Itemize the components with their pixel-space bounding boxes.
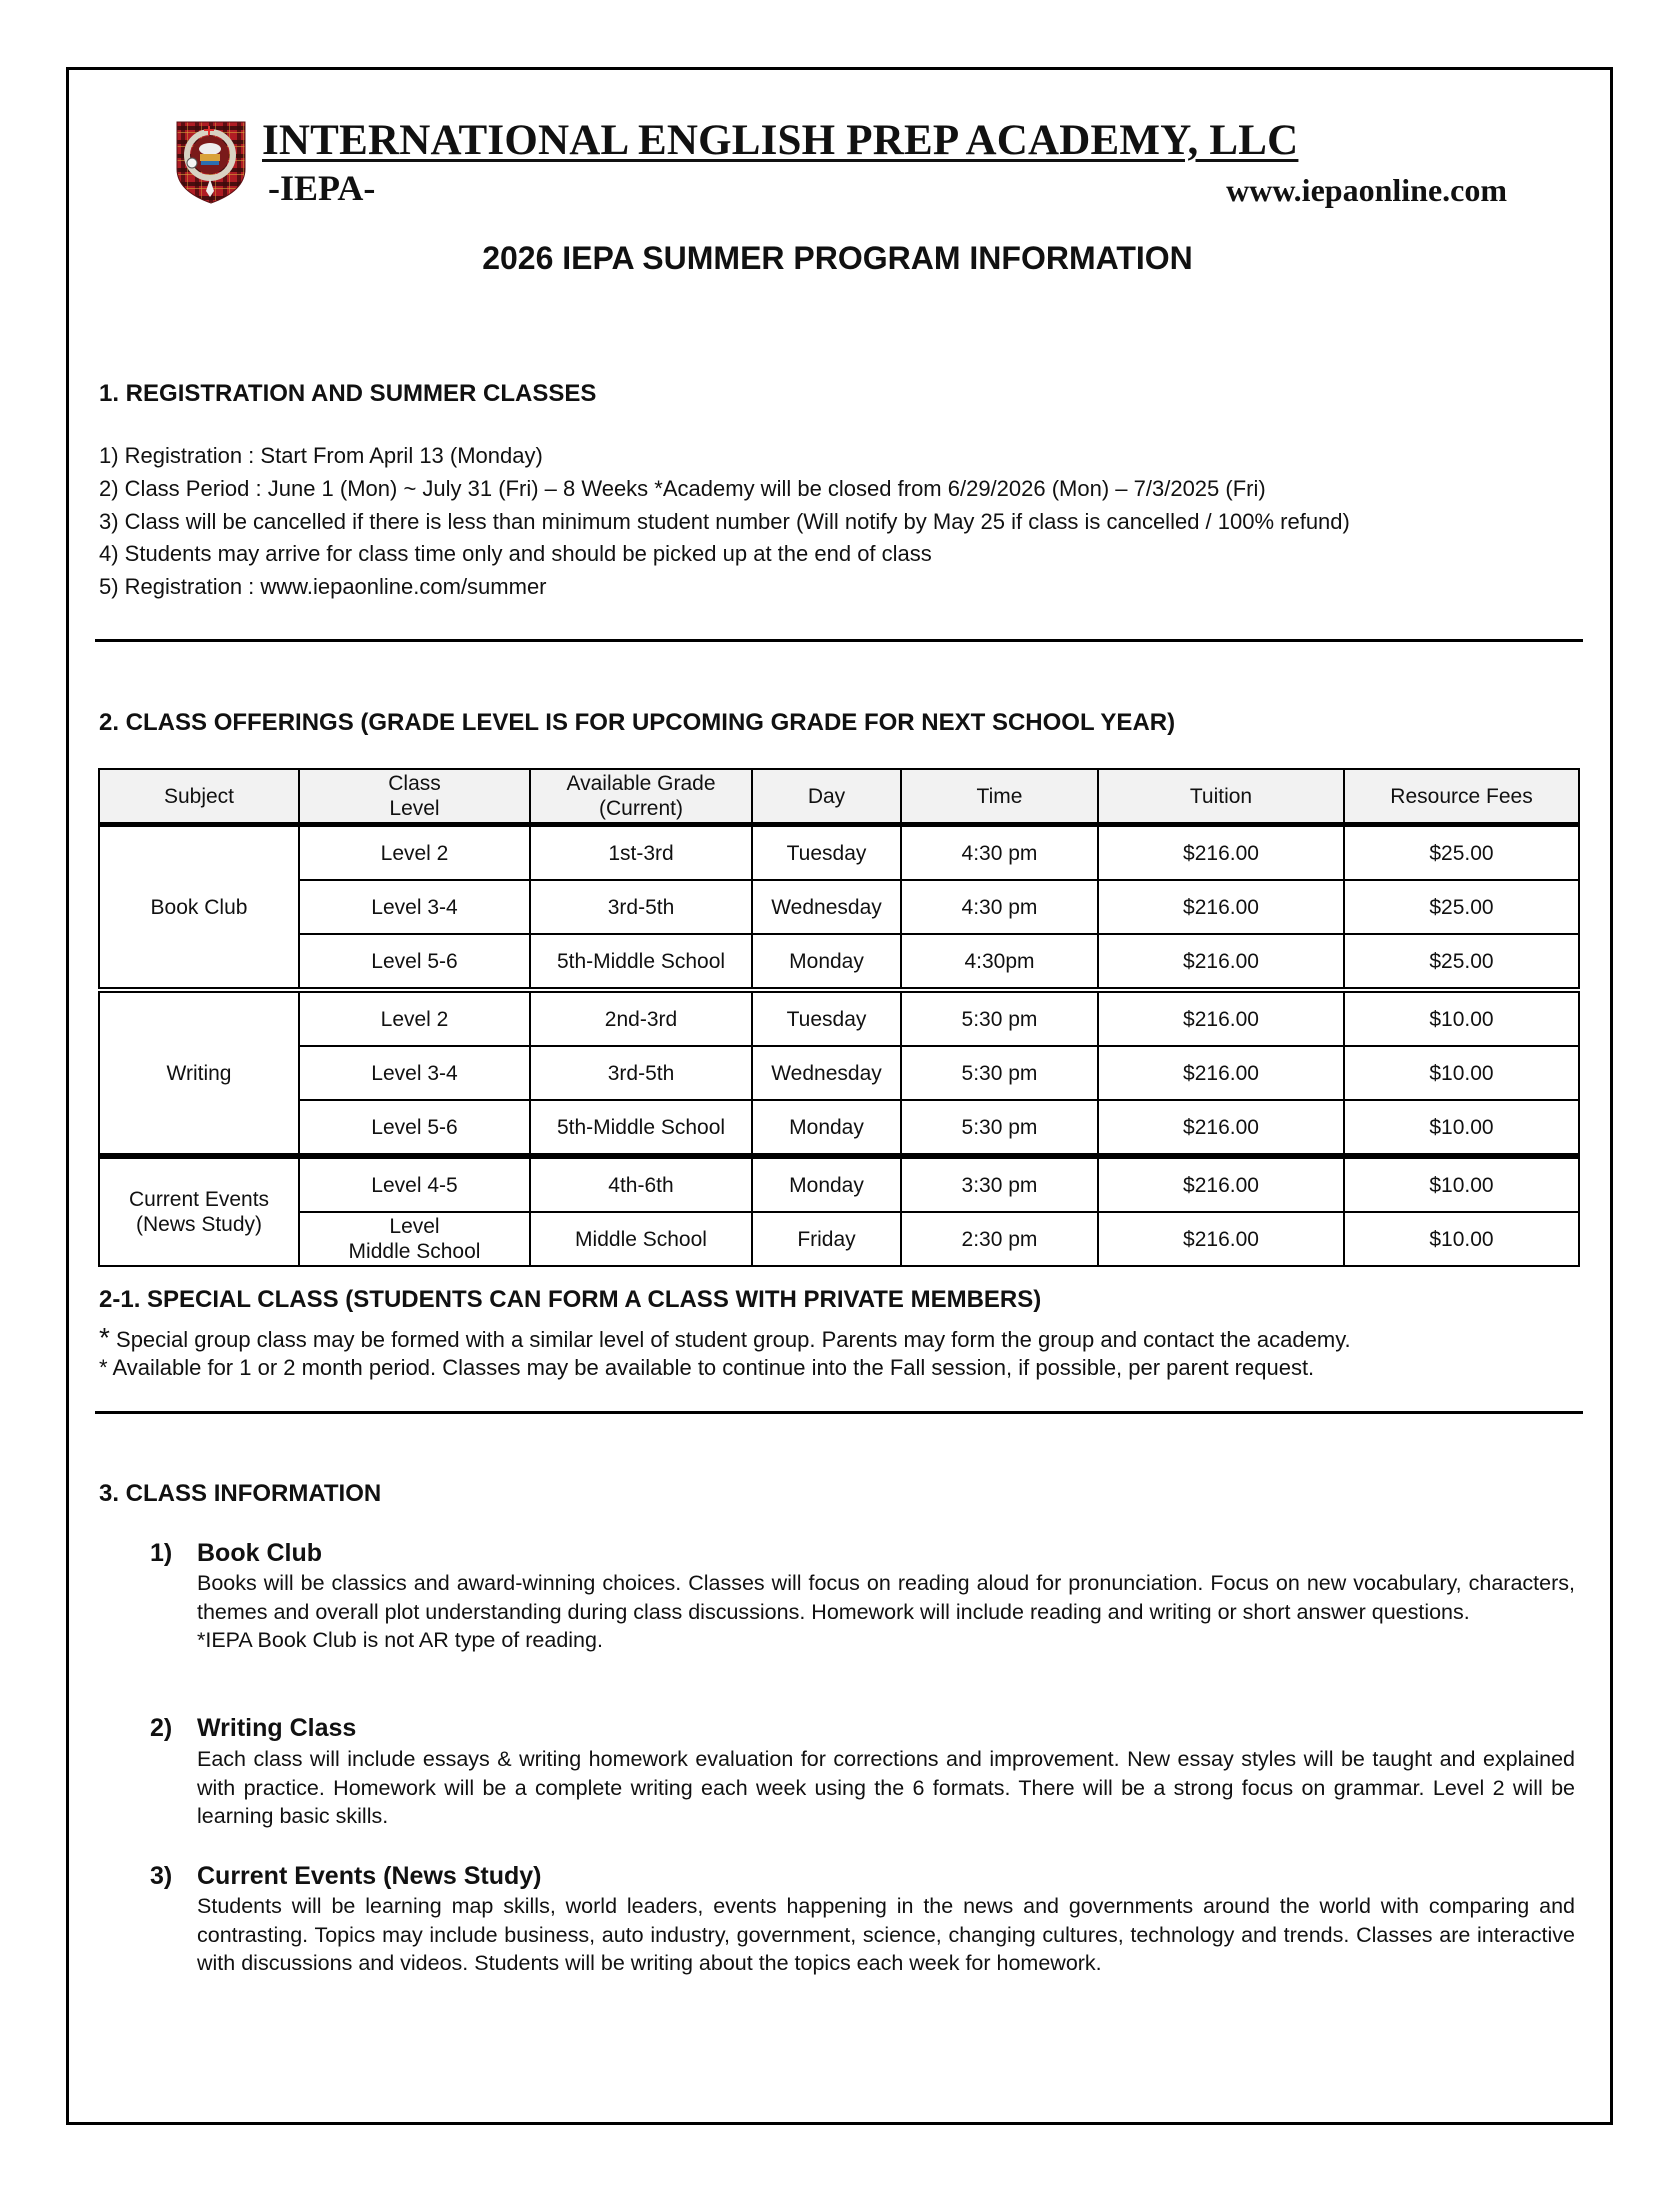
fees-cell: $25.00 [1344,825,1579,881]
time-cell: 5:30 pm [901,1046,1098,1100]
tuition-cell: $216.00 [1098,880,1344,934]
asterisk: * [99,1355,108,1380]
day-cell: Monday [752,1100,901,1156]
col-header-class-level-line1: Class [388,772,441,795]
level-cell [299,1212,530,1266]
level-cell: Level 3-4 [299,880,530,934]
item-description [197,1745,1575,1831]
col-header-grade [530,769,752,825]
tuition-cell: $216.00 [1098,1156,1344,1212]
day-cell: Monday [752,934,901,990]
col-header-day: Day [752,769,901,825]
level-line1: Level [389,1215,440,1238]
table-row [99,1212,1579,1266]
item-title-writing-class: Writing Class [197,1714,357,1742]
level-cell: Level 2 [299,990,530,1046]
fees-cell: $25.00 [1344,880,1579,934]
item-paragraph: Each class will include essays & writing homework evaluation for corrections and improvement. New essay styles will be taught and explained with practice. Homework will be a complete writing each week using the 6 formats. There will be a strong focus on grammar. Level 2 will be learning basic skills. [197,1747,1575,1829]
document-title: 2026 IEPA SUMMER PROGRAM INFORMATION [482,240,1193,276]
grade-cell: 2nd-3rd [530,990,752,1046]
fees-cell: $10.00 [1344,1156,1579,1212]
level-cell: Level 2 [299,825,530,881]
registration-item: 2) Class Period : June 1 (Mon) ~ July 31 (Fri) – 8 Weeks *Academy will be closed from 6/29/2026 (Mon) – 7/3/2025 (Fri) [99,476,1266,501]
col-header-tuition: Tuition [1098,769,1344,825]
time-cell: 4:30 pm [901,880,1098,934]
level-line2: Middle School [348,1240,481,1263]
registration-item: 1) Registration : Start From April 13 (Monday) [99,443,543,468]
day-cell: Tuesday [752,825,901,881]
divider [95,639,1583,642]
item-description [197,1569,1575,1655]
registration-item: 5) Registration : www.iepaonline.com/summer [99,574,547,599]
table-row [99,1046,1579,1100]
col-header-resource-fees: Resource Fees [1344,769,1579,825]
table-row [99,990,1579,1046]
item-title-book-club: Book Club [197,1539,322,1567]
subject-line2: (News Study) [135,1213,263,1236]
grade-cell: 5th-Middle School [530,934,752,990]
note-text: Special group class may be formed with a similar level of student group. Parents may form the group and contact the academy. [109,1327,1351,1352]
table-row [99,880,1579,934]
grade-cell: Middle School [530,1212,752,1266]
item-paragraph: Books will be classics and award-winning choices. Classes will focus on reading aloud for pronunciation. Focus on new vocabulary, characters, themes and overall plot understanding during class discussions. Homework will include reading and writing or short answer questions. [197,1571,1575,1624]
grade-cell: 5th-Middle School [530,1100,752,1156]
section-2-heading: 2. CLASS OFFERINGS (GRADE LEVEL IS FOR UPCOMING GRADE FOR NEXT SCHOOL YEAR) [99,709,1176,736]
grade-cell: 4th-6th [530,1156,752,1212]
subject-line1: Current Events [128,1188,270,1211]
time-cell: 4:30 pm [901,825,1098,881]
day-cell: Tuesday [752,990,901,1046]
tartan-crest-shield-icon [176,121,246,204]
item-description [197,1892,1575,1978]
company-name: INTERNATIONAL ENGLISH PREP ACADEMY, LLC [262,117,1299,164]
tuition-cell: $216.00 [1098,1100,1344,1156]
asterisk: * [99,1322,110,1353]
divider [95,1411,1583,1414]
subject-cell [99,1156,299,1266]
tuition-cell: $216.00 [1098,1046,1344,1100]
fees-cell: $10.00 [1344,1100,1579,1156]
day-cell: Friday [752,1212,901,1266]
fees-cell: $10.00 [1344,990,1579,1046]
registration-item: 3) Class will be cancelled if there is less than minimum student number (Will notify by May 25 if class is cancelled / 100% refund) [99,509,1350,534]
table-row [99,825,1579,881]
level-cell: Level 4-5 [299,1156,530,1212]
item-note: *IEPA Book Club is not AR type of reading. [197,1628,603,1653]
col-header-grade-line1: Available Grade [566,772,716,795]
col-header-time: Time [901,769,1098,825]
section-1-heading: 1. REGISTRATION AND SUMMER CLASSES [99,380,597,407]
time-cell: 2:30 pm [901,1212,1098,1266]
fees-cell: $10.00 [1344,1212,1579,1266]
tuition-cell: $216.00 [1098,934,1344,990]
item-number: 3) [150,1862,173,1890]
level-cell: Level 5-6 [299,1100,530,1156]
day-cell: Wednesday [752,880,901,934]
time-cell: 5:30 pm [901,990,1098,1046]
fees-cell: $25.00 [1344,934,1579,990]
item-paragraph: Students will be learning map skills, world leaders, events happening in the news and governments around the world with comparing and contrasting. Topics may include business, auto industry, government, science, changing cultures, technology and trends. Classes are interactive with discussions and videos. Students will be writing about the topics each week for homework. [197,1894,1575,1976]
tuition-cell: $216.00 [1098,825,1344,881]
table-header-row [99,769,1579,825]
table-row [99,1156,1579,1212]
time-cell: 4:30pm [901,934,1098,990]
col-header-class-level-line2: Level [389,797,440,820]
table-row [99,934,1579,990]
section-2-1-heading: 2-1. SPECIAL CLASS (STUDENTS CAN FORM A CLASS WITH PRIVATE MEMBERS) [99,1286,1042,1313]
col-header-subject: Subject [99,769,299,825]
special-class-note [99,1355,1314,1381]
tuition-cell: $216.00 [1098,990,1344,1046]
subject-cell: Writing [99,990,299,1156]
grade-cell: 3rd-5th [530,1046,752,1100]
item-number: 2) [150,1714,173,1742]
time-cell: 3:30 pm [901,1156,1098,1212]
item-title-current-events: Current Events (News Study) [197,1862,542,1890]
class-offerings-table [98,768,1580,1267]
item-number: 1) [150,1539,173,1567]
day-cell: Wednesday [752,1046,901,1100]
company-abbreviation: -IEPA- [268,168,376,208]
section-3-heading: 3. CLASS INFORMATION [99,1480,382,1507]
registration-item: 4) Students may arrive for class time only and should be picked up at the end of class [99,541,932,566]
level-cell: Level 3-4 [299,1046,530,1100]
website-link[interactable]: www.iepaonline.com [1226,172,1507,208]
col-header-grade-line2: (Current) [598,797,683,820]
note-text: Available for 1 or 2 month period. Classes may be available to continue into the Fall session, if possible, per parent request. [107,1355,1315,1380]
col-header-class-level [299,769,530,825]
fees-cell: $10.00 [1344,1046,1579,1100]
day-cell: Monday [752,1156,901,1212]
time-cell: 5:30 pm [901,1100,1098,1156]
table-row [99,1100,1579,1156]
grade-cell: 3rd-5th [530,880,752,934]
grade-cell: 1st-3rd [530,825,752,881]
level-cell: Level 5-6 [299,934,530,990]
special-class-note [99,1322,1351,1354]
subject-cell: Book Club [99,825,299,991]
tuition-cell: $216.00 [1098,1212,1344,1266]
